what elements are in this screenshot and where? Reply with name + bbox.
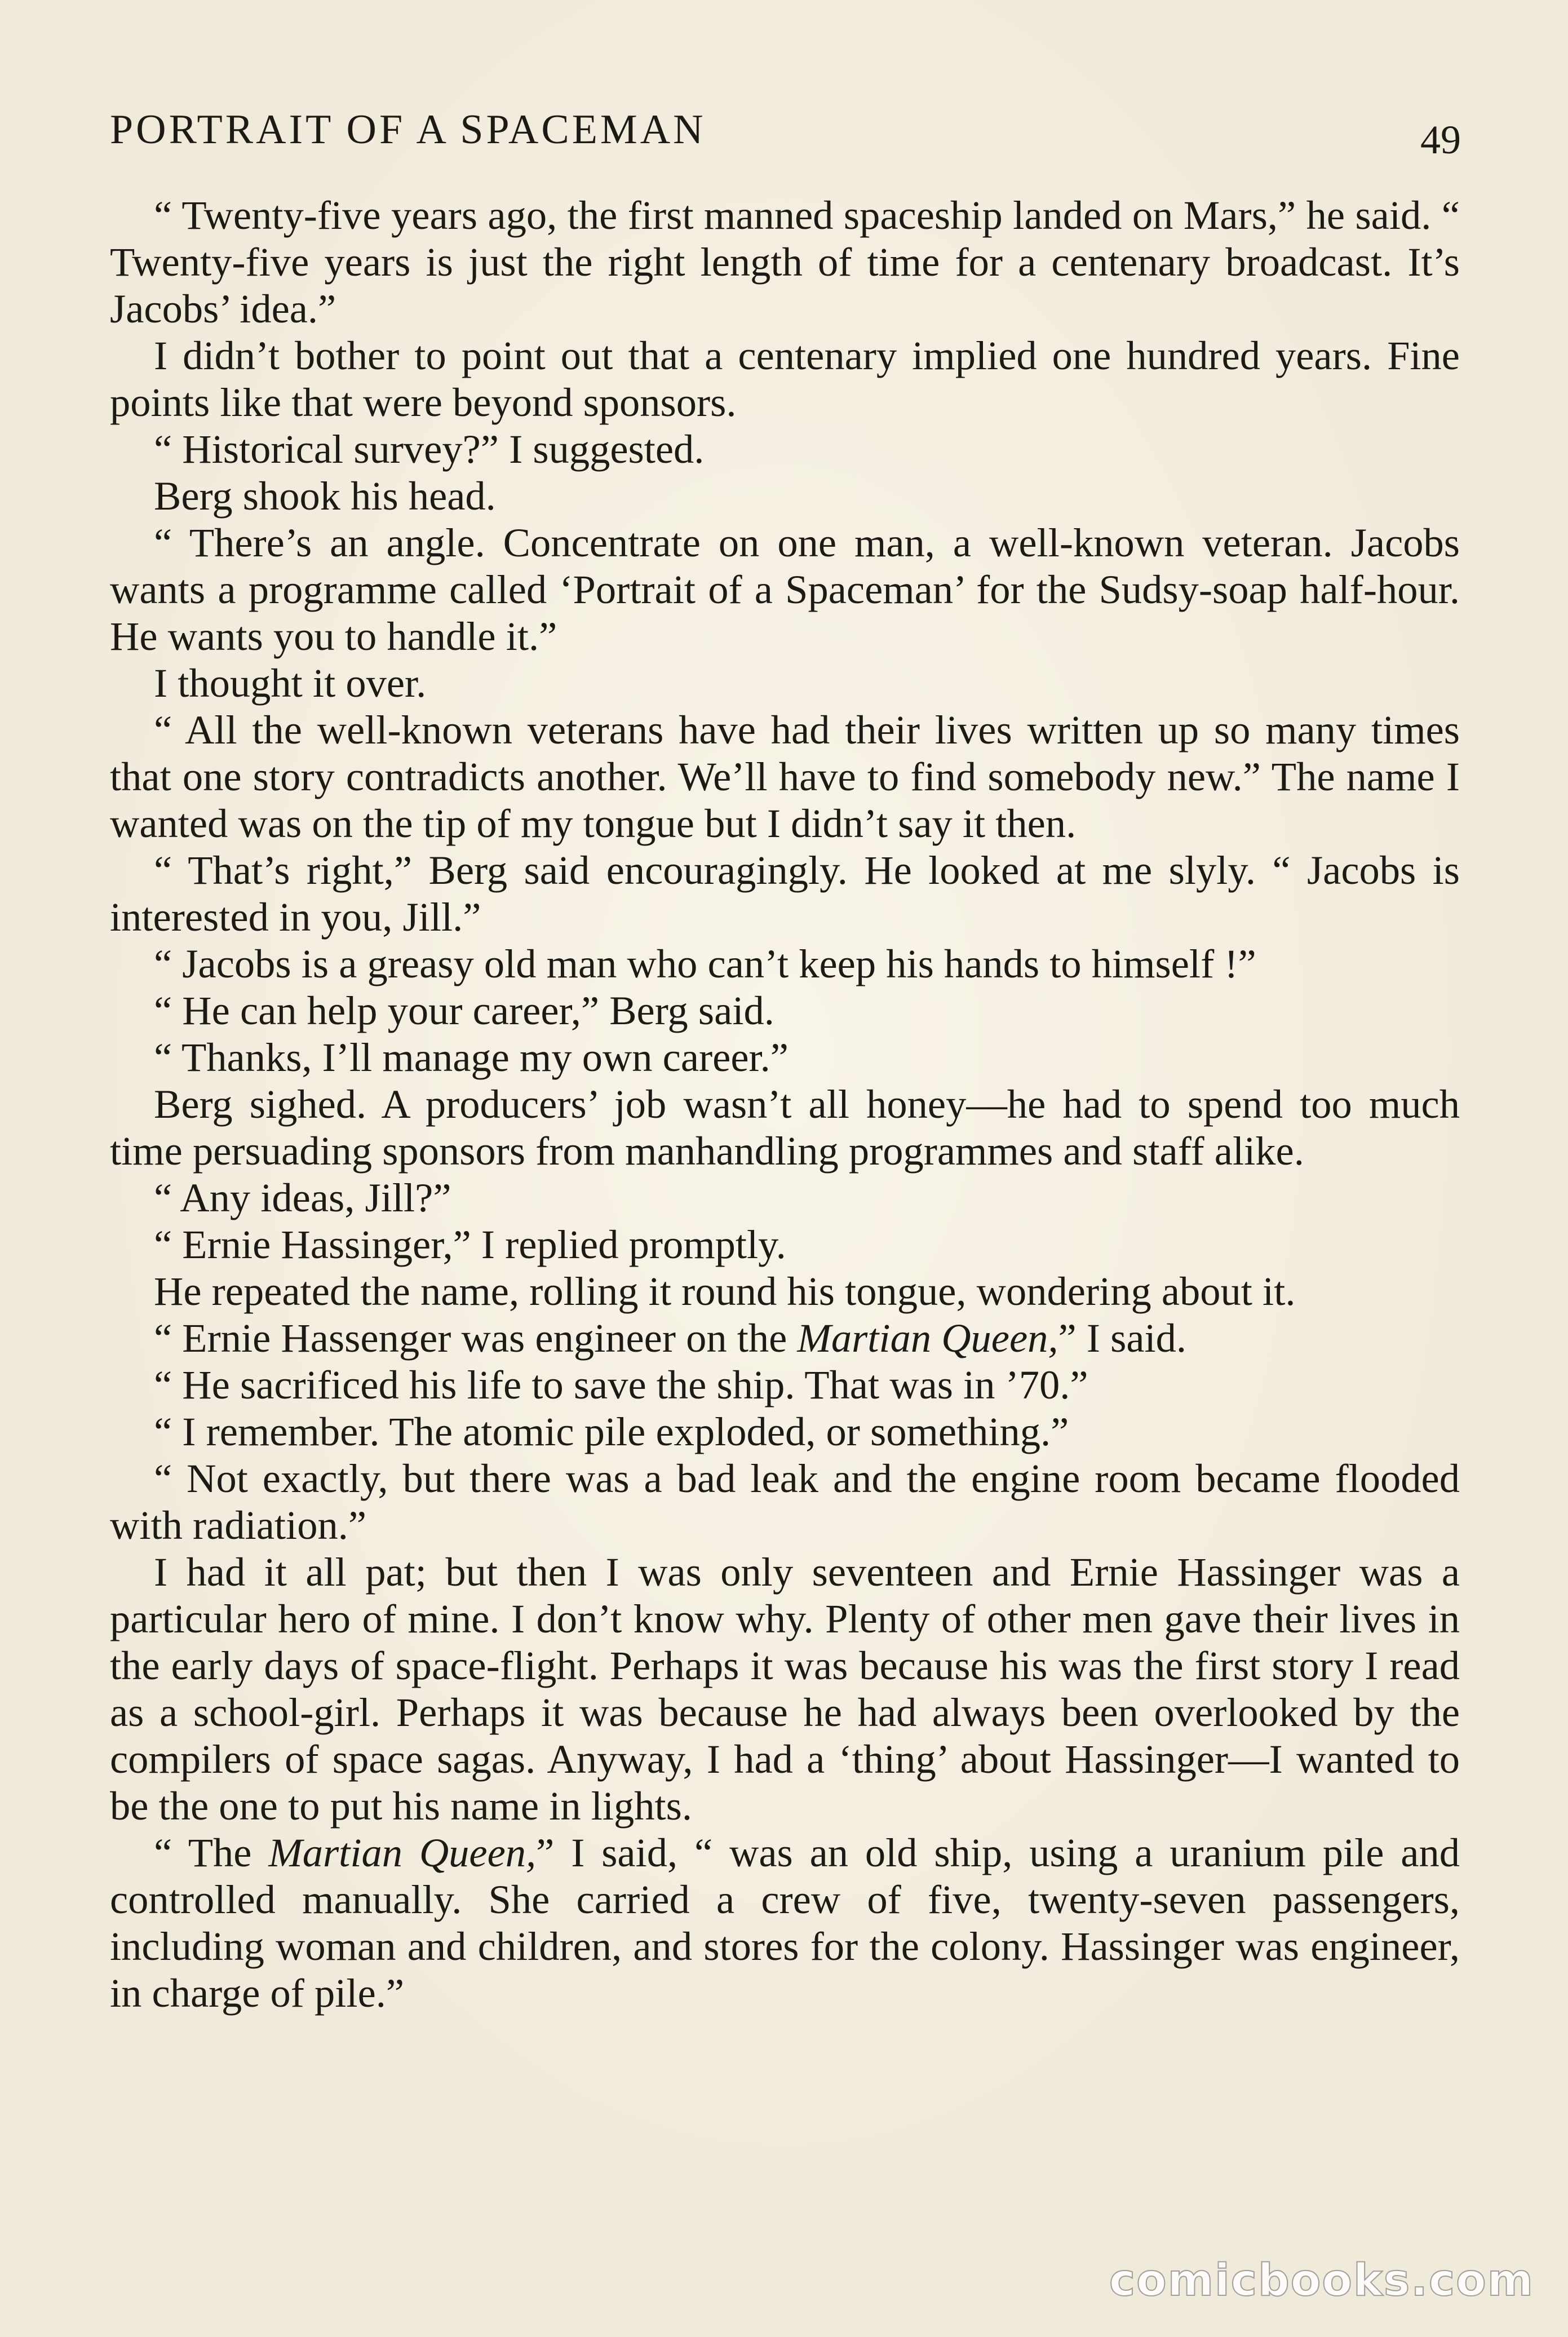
paragraph: “ Twenty-five years ago, the first manned spaceship landed on Mars,” he said. “ Twenty-five years is just the right length of time for a centenary broadcast. It’s Jacobs’ idea.” xyxy=(110,192,1460,331)
paragraph-text: ” I said. xyxy=(1058,1315,1187,1361)
paragraph: He repeated the name, rolling it round his tongue, wondering about it. xyxy=(154,1268,1296,1314)
body-text xyxy=(110,192,1460,2016)
paragraph: “ There’s an angle. Concentrate on one man, a well-known veteran. Jacobs wants a programme called ‘Portrait of a Spaceman’ for the Sudsy-soap half-hour. He wants you to handle it.” xyxy=(110,520,1460,659)
paragraph-text: ” I said, “ was an old ship, using a uranium pile and controlled manually. She carried a crew of five, twenty-seven passengers, including woman and children, and stores for the colony. Hassinger was engineer, in charge of pile.” xyxy=(110,1830,1460,2016)
paragraph: I thought it over. xyxy=(154,660,427,706)
paragraph-with-italic xyxy=(110,1829,1460,2016)
watermark-logo: comicbooks.com xyxy=(1109,2255,1534,2306)
paragraph: “ I remember. The atomic pile exploded, or something.” xyxy=(154,1409,1069,1454)
paragraph: Berg shook his head. xyxy=(154,473,496,519)
paragraph: “ Jacobs is a greasy old man who can’t keep his hands to himself !” xyxy=(154,941,1256,986)
paragraph: I didn’t bother to point out that a centenary implied one hundred years. Fine points like that were beyond sponsors. xyxy=(110,333,1460,425)
paragraph: “ Thanks, I’ll manage my own career.” xyxy=(154,1034,789,1080)
page-header xyxy=(110,99,1461,161)
paragraph: “ Not exactly, but there was a bad leak and the engine room became flooded with radiation.” xyxy=(110,1455,1460,1548)
paragraph: “ That’s right,” Berg said encouragingly. He looked at me slyly. “ Jacobs is interested in you, Jill.” xyxy=(110,847,1460,940)
paragraph-text: “ Ernie Hassenger was engineer on the xyxy=(154,1315,798,1361)
paragraph: “ Any ideas, Jill?” xyxy=(154,1175,451,1220)
paragraph: Berg sighed. A producers’ job wasn’t all honey—he had to spend too much time persuading sponsors from manhandling programmes and staff alike. xyxy=(110,1081,1460,1174)
running-title: PORTRAIT OF A SPACEMAN xyxy=(110,107,706,153)
paragraph: “ Ernie Hassinger,” I replied promptly. xyxy=(154,1221,786,1267)
page-number: 49 xyxy=(1420,117,1461,162)
paragraph: I had it all pat; but then I was only seventeen and Ernie Hassinger was a particular hero of mine. I don’t know why. Plenty of other men gave their lives in the early days of space-flight. Perhaps it was because his was the first story I read as a school-girl. Perhaps it was because he had always been overlooked by the compilers of space sagas. Anyway, I had a ‘thing’ about Hassinger—I wanted to be the one to put his name in lights. xyxy=(110,1549,1460,1829)
ship-name-italic: Martian Queen, xyxy=(268,1830,537,1875)
paragraph-text: “ The xyxy=(154,1830,269,1875)
ship-name-italic: Martian Queen, xyxy=(797,1315,1058,1361)
paragraph: “ Historical survey?” I suggested. xyxy=(154,426,705,472)
paragraph: “ All the well-known veterans have had their lives written up so many times that one story contradicts another. We’ll have to find somebody new.” The name I wanted was on the tip of my tongue but I didn’t say it then. xyxy=(110,707,1460,846)
paragraph: “ He sacrificed his life to save the ship. That was in ’70.” xyxy=(154,1362,1088,1407)
paragraph-with-italic xyxy=(110,1314,1460,1361)
paragraph: “ He can help your career,” Berg said. xyxy=(154,988,774,1033)
